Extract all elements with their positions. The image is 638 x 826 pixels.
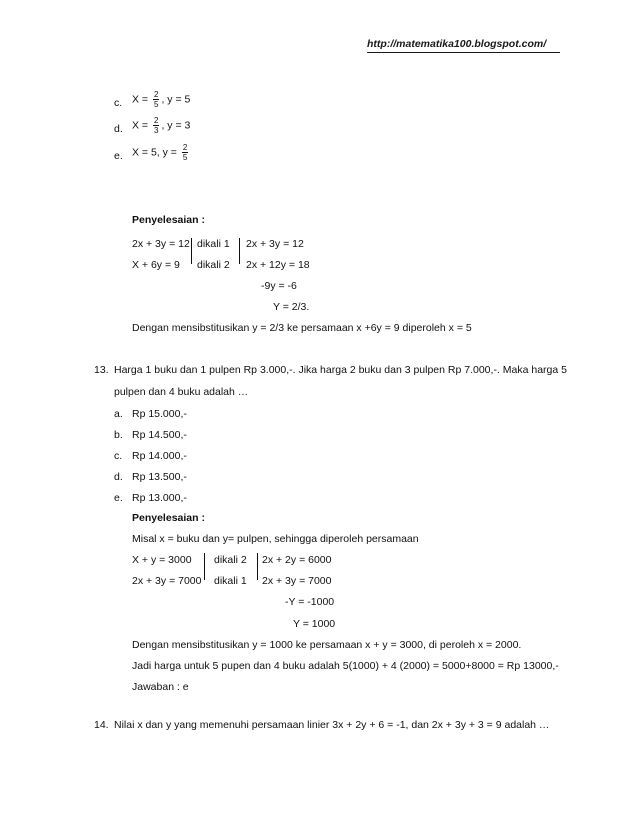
option-c-pre: X = bbox=[132, 93, 151, 106]
option-c-letter: c. bbox=[114, 97, 123, 109]
q13-mult2: dikali 1 bbox=[214, 575, 247, 587]
option-e-text bbox=[132, 143, 190, 162]
header-url-underline bbox=[367, 52, 560, 53]
q13-total: Jadi harga untuk 5 pupen dan 4 buku adalah 5(1000) + 4 (2000) = 5000+8000 = Rp 13000,- bbox=[132, 660, 559, 672]
option-c-frac-den: 5 bbox=[153, 100, 159, 109]
option-e-fraction bbox=[182, 143, 188, 162]
q12-eq2: X + 6y = 9 bbox=[132, 259, 180, 271]
q12-bracket-left bbox=[191, 238, 192, 264]
q13-eq1: X + y = 3000 bbox=[132, 554, 192, 566]
q12-y-result: Y = 2/3. bbox=[273, 301, 310, 313]
option-d-letter: d. bbox=[114, 123, 123, 135]
q13-eq2: 2x + 3y = 7000 bbox=[132, 575, 202, 587]
q13-option-e-letter: e. bbox=[114, 492, 123, 504]
option-c-fraction bbox=[153, 90, 159, 109]
q13-answer: Jawaban : e bbox=[132, 681, 189, 693]
q13-bracket-left bbox=[204, 553, 205, 580]
q13-bracket-right bbox=[257, 553, 258, 580]
q13-option-d-text: Rp 13.500,- bbox=[132, 471, 187, 483]
q13-substitution: Dengan mensibstitusikan y = 1000 ke persamaan x + y = 3000, di peroleh x = 2000. bbox=[132, 639, 522, 651]
q13-option-b-letter: b. bbox=[114, 429, 123, 441]
q14-text: Nilai x dan y yang memenuhi persamaan linier 3x + 2y + 6 = -1, dan 2x + 3y + 3 = 9 adalah … bbox=[114, 719, 550, 731]
q13-option-b-text: Rp 14.500,- bbox=[132, 429, 187, 441]
q13-res1: 2x + 2y = 6000 bbox=[262, 554, 332, 566]
q13-line1: Harga 1 buku dan 1 pulpen Rp 3.000,-. Jika harga 2 buku dan 3 pulpen Rp 7.000,-. Maka harga 5 bbox=[114, 364, 567, 376]
option-c-text bbox=[132, 90, 190, 109]
q12-res1: 2x + 3y = 12 bbox=[246, 238, 304, 250]
q12-eq1: 2x + 3y = 12 bbox=[132, 238, 190, 250]
q13-option-a-letter: a. bbox=[114, 408, 123, 420]
q12-mult2: dikali 2 bbox=[197, 259, 230, 271]
q13-solution-heading: Penyelesaian : bbox=[132, 512, 205, 524]
option-e-pre: X = 5, y = bbox=[132, 146, 180, 159]
option-d-frac-num: 2 bbox=[153, 116, 159, 125]
option-e-letter: e. bbox=[114, 150, 123, 162]
option-e-frac-num: 2 bbox=[182, 143, 188, 152]
q13-option-e-text: Rp 13.000,- bbox=[132, 492, 187, 504]
q12-diff: -9y = -6 bbox=[261, 280, 297, 292]
option-d-pre: X = bbox=[132, 119, 151, 132]
q12-conclusion: Dengan mensibstitusikan y = 2/3 ke persamaan x +6y = 9 diperoleh x = 5 bbox=[132, 322, 472, 334]
option-d-frac-den: 3 bbox=[153, 126, 159, 135]
q13-line2: pulpen dan 4 buku adalah … bbox=[114, 386, 249, 398]
q13-y-result: Y = 1000 bbox=[293, 618, 336, 630]
option-d-fraction bbox=[153, 116, 159, 135]
q12-solution-heading: Penyelesaian : bbox=[132, 214, 205, 226]
q13-res2: 2x + 3y = 7000 bbox=[262, 575, 332, 587]
option-c-frac-num: 2 bbox=[153, 90, 159, 99]
option-d-post: , y = 3 bbox=[161, 119, 191, 132]
option-e-frac-den: 5 bbox=[182, 153, 188, 162]
q14-number: 14. bbox=[94, 719, 109, 731]
q13-option-c-text: Rp 14.000,- bbox=[132, 450, 187, 462]
header-url[interactable]: http://matematika100.blogspot.com/ bbox=[367, 38, 547, 50]
q12-mult1: dikali 1 bbox=[197, 238, 230, 250]
q13-diff: -Y = -1000 bbox=[285, 596, 335, 608]
option-c-post: , y = 5 bbox=[161, 93, 191, 106]
q13-mult1: dikali 2 bbox=[214, 554, 247, 566]
q13-option-c-letter: c. bbox=[114, 450, 123, 462]
q12-res2: 2x + 12y = 18 bbox=[246, 259, 310, 271]
q13-intro: Misal x = buku dan y= pulpen, sehingga diperoleh persamaan bbox=[132, 533, 419, 545]
q13-option-d-letter: d. bbox=[114, 471, 123, 483]
q12-bracket-right bbox=[239, 238, 240, 264]
q13-number: 13. bbox=[94, 364, 109, 376]
q13-option-a-text: Rp 15.000,- bbox=[132, 408, 187, 420]
option-d-text bbox=[132, 116, 190, 135]
